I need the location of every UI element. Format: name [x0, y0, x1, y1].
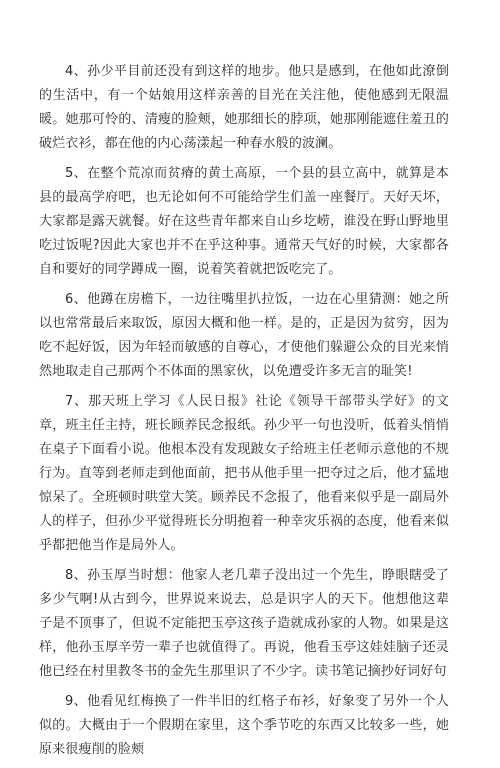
paragraph-9: 9、他看见红梅换了一件半旧的红格子布衫，好象变了另外一个人似的。大概由于一个假期在家里，这个季节吃的东西又比较多一些，她原来很瘦削的脸颊: [39, 694, 449, 757]
paragraph-8: 8、孙玉厚当时想：他家人老几辈子没出过一个先生，睁眼瞎受了多少气啊!从古到今，世界说来说去，总是识字人的天下。他想他这辈子是不顶事了，但说不定能把玉亭这孩子造就成孙家的人物。如果是这样，他孙玉厚辛劳一辈子也就值得了。再说，他看玉亭这娃娃脑子还灵 他已经在村里教冬书的金先生那里识了不少字。读书笔记摘抄好词好句: [39, 568, 449, 679]
paragraph-5: 5、在整个荒凉而贫瘠的黄土高原，一个县的县立高中，就算是本县的最高学府吧，也无论如何不可能给学生们盖一座餐厅。天好天坏，大家都是露天就餐。好在这些青年都来自山乡圪崂，谁没在野山野地里吃过饭呢?因此大家也并不在乎这种事。通常天气好的时候，大家都各自和要好的同学蹲成一圈，说着笑着就把饭吃完了。: [39, 166, 449, 277]
paragraph-7: 7、那天班上学习《人民日报》社论《领导干部带头学好》的文章，班主任主持，班长顾养民念报纸。孙少平一句也没听，低着头悄悄在桌子下面看小说。他根本没有发现跛女子给班主任老师示意他的不规行为。直等到老师走到他面前，把书从他手里一把夺过之后，他才猛地惊呆了。全班顿时哄堂大笑。顾养民不念报了，他看来似乎是一副局外人的样子，但孙少平觉得班长分明抱着一种幸灾乐祸的态度，他看来似乎都把他当作是局外人。: [39, 394, 449, 553]
paragraph-4: 4、孙少平目前还没有到这样的地步。他只是感到，在他如此潦倒的生活中，有一个姑娘用这样亲善的目光在关注他，使他感到无限温暖。她那可怜的、清瘦的脸颊，她那细长的脖项，她那刚能遮住羞丑的破烂衣衫，都在他的内心荡漾起一种春水般的波澜。: [39, 64, 449, 151]
paragraph-6: 6、他蹲在房檐下，一边往嘴里扒拉饭，一边在心里猜测：她之所以也常常最后来取饭，原因大概和他一样。是的，正是因为贫穷，因为吃不起好饭，因为年轻而敏感的自尊心，才使他们躲避公众的目光来悄然地取走自己那两个不体面的黑家伙，以免遭受许多无言的耻笑!: [39, 292, 449, 379]
document-body: [39, 60, 449, 768]
